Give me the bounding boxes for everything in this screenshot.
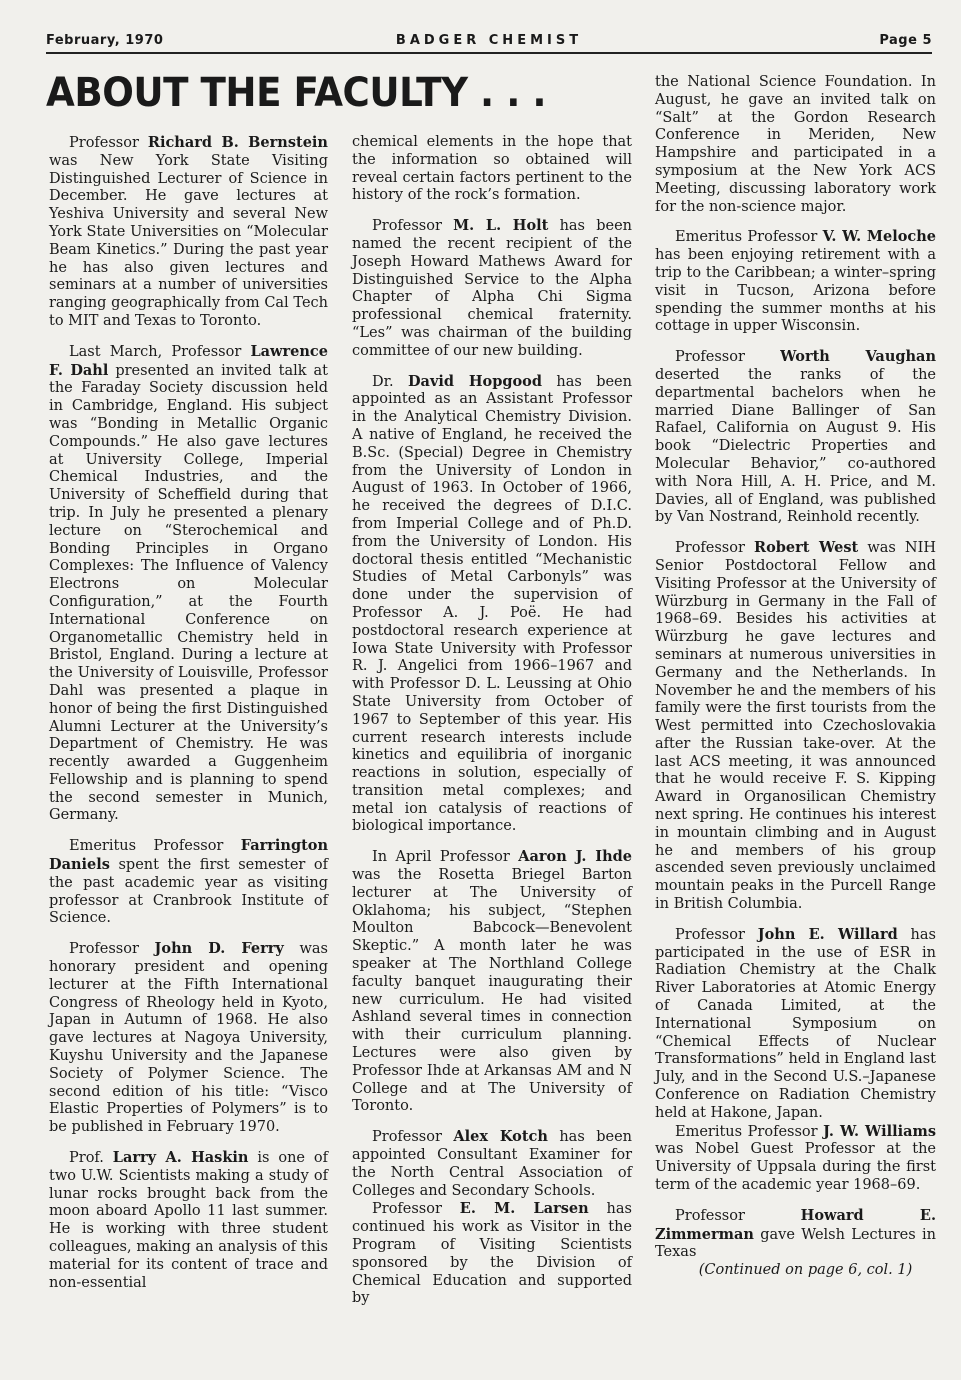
publication-name: BADGER CHEMIST: [395, 33, 583, 48]
paragraph-zimmerman: [655, 1207, 936, 1262]
faculty-name: Howard E. Zimmerman: [655, 1206, 936, 1243]
paragraph-vaughan: [655, 348, 936, 527]
text: Emeritus Professor: [675, 1123, 824, 1140]
text: Dr.: [372, 373, 408, 390]
paragraph-meloche: [655, 228, 936, 336]
paragraph-willard: [655, 926, 936, 1123]
text: Last March, Professor: [69, 343, 251, 360]
text: has been appointed as an Assistant Professor in the Analytical Chemistry Division. A native of England, he received the B.Sc. (Special) Degree in Chemistry from the University of London in August of 1963. In October of 1966, he received the degrees of D.I.C. from Imperial College and of Ph.D. from the University of London. His doctoral thesis entitled “Mechanistic Studies of Metal Carbonyls” was done under the supervision of Professor A. J. Poë. He had postdoctoral research experience at Iowa State University with Professor R. J. Angelici from 1966–1967 and with Professor D. L. Leussing at Ohio State University from October of 1967 to September of this year. His current research interests include kinetics and equilibria of inorganic reactions in solution, especially of transition metal complexes; and metal ion catalysis of reactions of biological importance.: [352, 373, 632, 835]
text: has participated in the use of ESR in Radiation Chemistry at the Chalk River Laboratories at Atomic Energy of Canada Limited, at the International Symposium on “Chemical Effects of Nuclear Transformations” held in England last July, and in the Second U.S.–Japanese Conference on Radiation Chemistry held at Hakone, Japan.: [655, 926, 936, 1121]
text: was honorary president and opening lecturer at the Fifth International Congress of Rheology held in Kyoto, Japan in Autumn of 1968. He also gave lectures at Nagoya University, Kuyshu University and the Japanese Society of Polymer Science. The second edition of his title: “Visco Elastic Properties of Polymers” is to be published in February 1970.: [49, 941, 328, 1136]
text: Professor: [372, 1129, 454, 1146]
paragraph-west: [655, 539, 936, 914]
faculty-name: John D. Ferry: [154, 940, 284, 958]
text: was New York State Visiting Distinguished Lecturer of Science in December. He gave lectures at Yeshiva University and several New York State Universities on “Molecular Beam Kinetics.” During the past year he has also given lectures and seminars at a number of universities ranging geographically from Cal Tech to MIT and Texas to Toronto.: [49, 152, 328, 329]
page-number: Page 5: [879, 33, 932, 48]
text: Emeritus Professor: [69, 838, 241, 855]
text: Professor: [69, 941, 155, 958]
faculty-name: Worth Vaughan: [780, 348, 936, 366]
paragraph-dahl: [49, 343, 328, 826]
faculty-name: Larry A. Haskin: [112, 1149, 249, 1167]
text: gave Welsh Lectures in Texas: [655, 1226, 936, 1261]
text: Professor: [675, 349, 781, 366]
paragraph-kotch: [352, 1128, 632, 1200]
text: deserted the ranks of the departmental bachelors when he married Diane Ballinger of San Rafael, California on August 9. His book “Dielectric Properties and Molecular Behavior,” co-authored with Nora Hill, A. H. Price, and M. Davies, all of England, was published by Van Nostrand, Reinhold recently.: [655, 366, 936, 526]
text: was NIH Senior Postdoctoral Fellow and Visiting Professor at the University of Würzburg in Germany in the Fall of 1968–69. Besides his activities at Würzburg he gave lectures and seminars at numerous universities in Germany and the Netherlands. In November he and the members of his family were the first tourists from the West permitted into Czechoslovakia after the Russian take-over. At the last ACS meeting, it was announced that he would receive F. S. Kipping Award in Organosilican Chemistry next spring. He continues his interest in mountain climbing and in August he and members of his group ascended seven previously unclaimed mountain peaks in the Purcell Range in British Columbia.: [655, 540, 936, 913]
faculty-name: David Hopgood: [407, 372, 542, 390]
text: has been enjoying retirement with a trip to the Caribbean; a winter–spring visit in Tucson, Arizona before spending the summer months at his cottage in upper Wisconsin.: [655, 247, 936, 335]
text: was the Rosetta Briegel Barton lecturer at The University of Oklahoma; his subject, “Stephen Moulton Babcock—Benevolent Skeptic.” A month later he was speaker at The Northland College faculty banquet inaugurating their new curriculum. He had visited Ashland several times in connection with their curriculum planning. Lectures were also given by Professor Ihde at Arkansas AM and N College and at The University of Toronto.: [352, 867, 632, 1115]
paragraph-hopgood: [352, 373, 632, 837]
paragraph-ihde: [352, 848, 632, 1116]
paragraph-holt: [352, 217, 632, 360]
column-3: [655, 74, 936, 1292]
text: In April Professor: [372, 849, 519, 866]
faculty-name: V. W. Meloche: [822, 228, 936, 246]
text: presented an invited talk at the Faraday Society discussion held in Cambridge, England. His subject was “Bonding in Metallic Organic Compounds.” He also gave lectures at University College, Imperial Chemical Industries, and the University of Scheffield during that trip. In July he presented a plenary lecture on “Sterochemical and Bonding Principles in Organo Complexes: The Influence of Valency Electrons on Molecular Configuration,” at the Fourth International Conference on Organometallic Chemistry held in Bristol, England. During a lecture at the University of Louisville, Professor Dahl was presented a plaque in honor of being the first Distinguished Alumni Lecturer at the University’s Department of Chemistry. He was recently awarded a Guggenheim Fellowship and is planning to spend the second semester in Munich, Germany.: [49, 362, 328, 824]
column-1: [49, 134, 328, 1304]
text: Prof.: [69, 1150, 113, 1167]
text: has continued his work as Visitor in the Program of Visiting Scientists sponsored by the Division of Chemical Education and supported by: [352, 1201, 632, 1307]
faculty-name: M. L. Holt: [453, 217, 549, 235]
paragraph-ferry: [49, 940, 328, 1137]
text: spent the first semester of the past academic year as visiting professor at Cranbrook Institute of Science.: [49, 857, 328, 927]
text: Professor: [675, 926, 758, 943]
continued-note: (Continued on page 6, col. 1): [698, 1262, 913, 1279]
paragraph-larsen-continued: the National Science Foundation. In August, he gave an invited talk on “Salt” at the Gordon Research Conference in Meriden, New Hampshire and participated in a symposium at the New York ACS Meeting, discussing laboratory work for the non-science major.: [655, 74, 936, 215]
paragraph-bernstein: [49, 134, 328, 331]
text: Professor: [372, 218, 454, 235]
text: is one of two U.W. Scientists making a study of lunar rocks brought back from the moon aboard Apollo 11 last summer. He is working with three student colleagues, making an analysis of this material for its content of trace and non-essential: [49, 1150, 329, 1291]
text: has been named the recent recipient of the Joseph Howard Mathews Award for Distinguished Service to the Alpha Chapter of Alpha Chi Sigma professional chemical fraternity. “Les” was chairman of the building committee of our new building.: [352, 218, 632, 359]
paragraph-daniels: [49, 837, 328, 928]
page-header: [46, 33, 932, 51]
text: was Nobel Guest Professor at the University of Uppsala during the first term of the academic year 1968–69.: [655, 1141, 936, 1194]
faculty-name: Alex Kotch: [453, 1128, 548, 1146]
faculty-name: E. M. Larsen: [459, 1200, 589, 1218]
text: has been appointed Consultant Examiner for the North Central Association of Colleges and Secondary Schools.: [352, 1129, 632, 1199]
faculty-name: Lawrence F. Dahl: [49, 342, 328, 379]
header-rule: [46, 52, 932, 54]
text: Professor: [372, 1201, 460, 1218]
paragraph-larsen: [352, 1200, 632, 1308]
faculty-name: Robert West: [754, 539, 859, 557]
text: Emeritus Professor: [675, 229, 823, 246]
faculty-name: Farrington Daniels: [49, 837, 328, 874]
paragraph-haskin: [49, 1149, 328, 1292]
text: Professor: [675, 1207, 801, 1224]
text: Professor: [675, 540, 755, 557]
issue-date: February, 1970: [46, 33, 164, 48]
article-title: ABOUT THE FACULTY . . .: [46, 70, 547, 116]
faculty-name: John E. Willard: [757, 925, 898, 943]
faculty-name: Richard B. Bernstein: [147, 134, 328, 151]
text: Professor: [69, 135, 148, 151]
faculty-name: Aaron J. Ihde: [518, 848, 632, 866]
paragraph-williams: [655, 1123, 936, 1195]
paragraph-haskin-continued: chemical elements in the hope that the information so obtained will reveal certain factors pertinent to the history of the rock’s formation.: [352, 134, 632, 204]
faculty-name: J. W. Williams: [823, 1122, 937, 1140]
column-2: [352, 134, 632, 1320]
